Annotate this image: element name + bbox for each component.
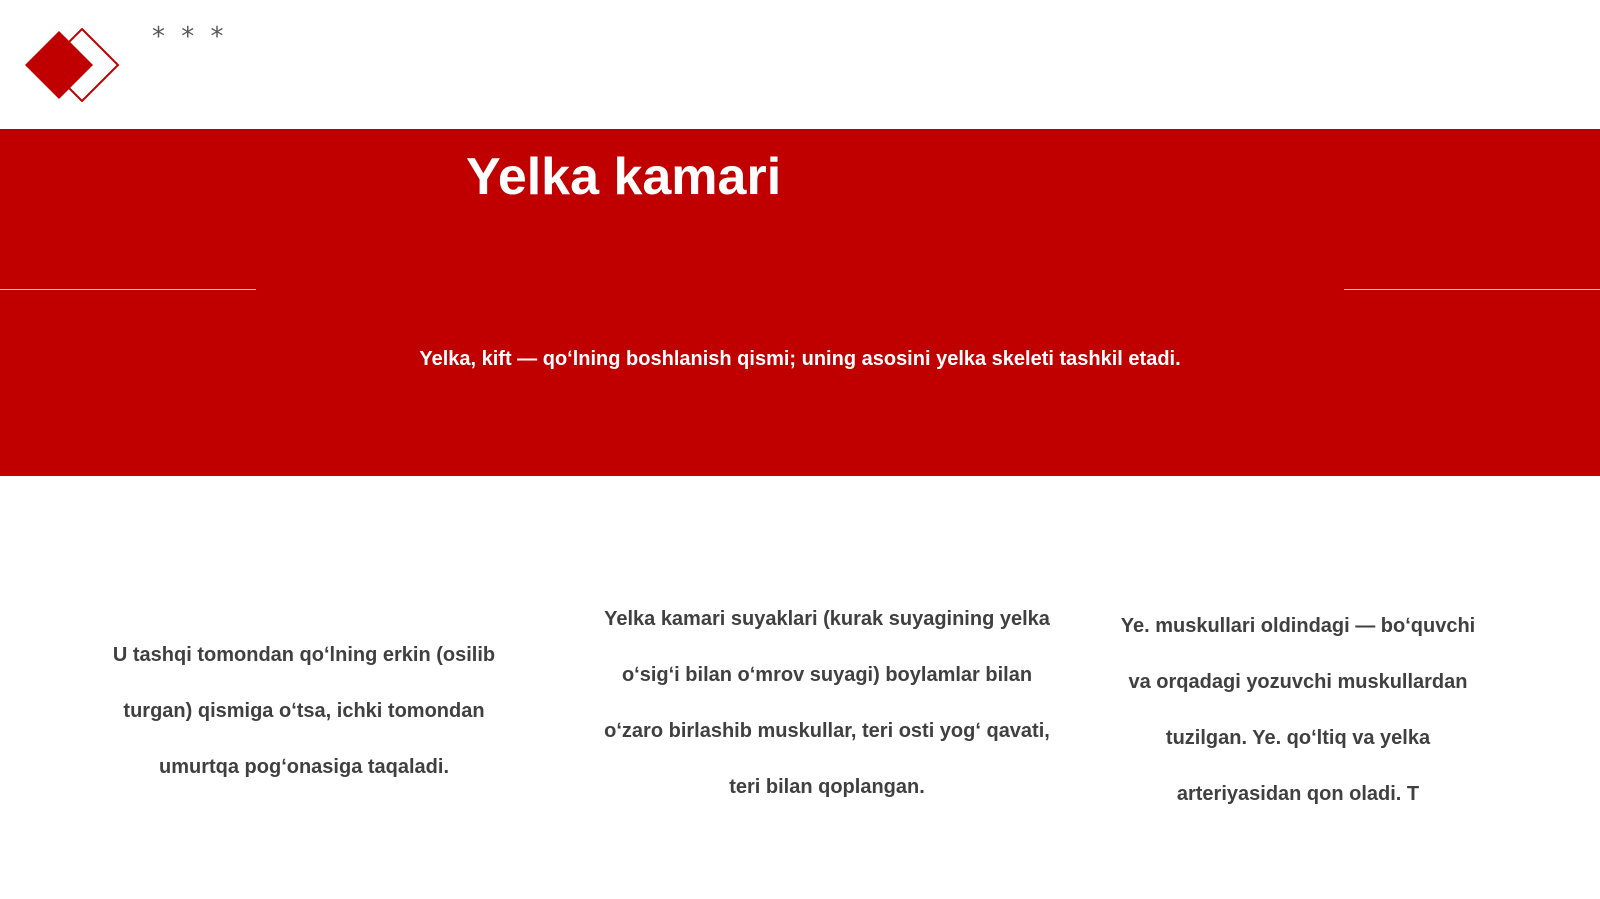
text-column-1: U tashqi tomondan qoʻlning erkin (osilib turgan) qismiga oʻtsa, ichki tomondan umurtqa pogʻonasiga taqaladi.	[112, 644, 496, 778]
decorative-stars: * * *	[152, 22, 228, 52]
slide-subtitle: Yelka, kift — qoʻlning boshlanish qismi; uning asosini yelka skeleti tashkil etadi.	[419, 348, 1181, 370]
title-banner	[0, 129, 1600, 476]
text-column-3: Ye. muskullari oldindagi — boʻquvchi va orqadagi yozuvchi muskullardan tuzilgan. Ye. qoʻltiq va yelka arteriyasidan qon oladi. T	[1120, 615, 1476, 805]
logo-diamond-icon	[24, 28, 120, 102]
banner-divider-right	[1344, 289, 1600, 290]
text-column-2: Yelka kamari suyaklari (kurak suyagining yelka oʻsigʻi bilan oʻmrov suyagi) boylamlar bilan oʻzaro birlashib muskullar, teri osti yogʻ qavati, teri bilan qoplangan.	[604, 608, 1050, 798]
slide-title: Yelka kamari	[466, 148, 782, 206]
banner-divider-left	[0, 289, 256, 290]
